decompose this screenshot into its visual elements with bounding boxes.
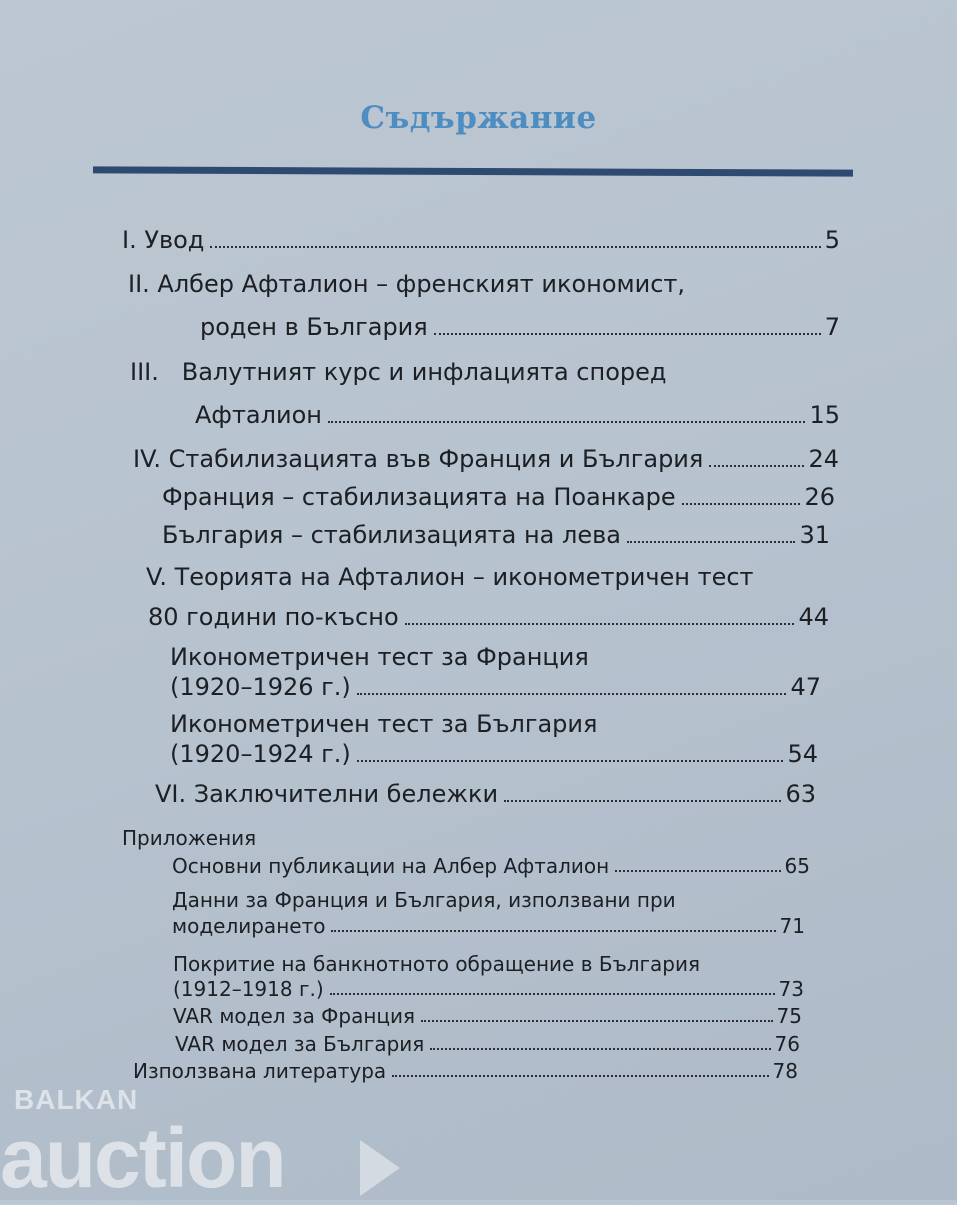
watermark-logo: auction	[0, 1111, 285, 1205]
toc-entry-title: II. Албер Афталион – френският икономист,	[128, 270, 686, 298]
dot-leader	[392, 1075, 768, 1077]
dot-leader	[421, 1020, 772, 1022]
toc-entry-title-cont: роден в България	[200, 313, 428, 341]
toc-page-number: 24	[808, 445, 839, 473]
toc-page-number: 65	[784, 854, 810, 878]
dot-leader	[709, 465, 804, 467]
toc-entry-title-cont: (1920–1926 г.)	[170, 673, 351, 701]
toc-entry-title: VAR модел за Франция	[173, 1004, 416, 1028]
toc-entry-title: Данни за Франция и България, използвани при	[172, 888, 676, 912]
dot-leader	[627, 541, 795, 543]
toc-page-number: 31	[799, 521, 830, 549]
toc-entry-title: Покритие на банкнотното обращение в България	[173, 952, 700, 976]
toc-page-number: 44	[798, 603, 829, 631]
dot-leader	[330, 993, 775, 995]
title-divider	[93, 166, 853, 176]
toc-entry-title: Основни публикации на Албер Афталион	[172, 854, 610, 878]
toc-entry-title-cont: Афталион	[195, 401, 322, 429]
toc-entry-title: Иконометричен тест за България	[170, 710, 598, 738]
dot-leader	[682, 503, 801, 505]
dot-leader	[357, 760, 784, 762]
appendices-heading: Приложения	[122, 826, 257, 850]
toc-entry-title-cont: 80 години по-късно	[148, 603, 399, 631]
toc-entry	[162, 521, 830, 549]
toc-entry-title: IV. Стабилизацията във Франция и България	[133, 445, 704, 473]
dot-leader	[434, 333, 821, 335]
toc-entry-title-cont: (1912–1918 г.)	[173, 977, 324, 1001]
toc-entry	[133, 1059, 798, 1083]
toc-entry-title-cont: (1920–1924 г.)	[170, 740, 351, 768]
toc-entry	[155, 780, 816, 808]
watermark-play-icon	[360, 1140, 400, 1196]
toc-entry	[172, 854, 810, 878]
dot-leader	[615, 870, 780, 872]
toc-entry	[133, 445, 839, 473]
toc-entry	[195, 401, 840, 429]
dot-leader	[405, 623, 795, 625]
toc-entry	[173, 1004, 802, 1028]
toc-page-number: 47	[790, 673, 821, 701]
toc-page-number: 15	[809, 401, 840, 429]
dot-leader	[357, 693, 787, 695]
toc-entry	[175, 1032, 800, 1056]
toc-entry	[148, 603, 829, 631]
toc-entry	[173, 977, 804, 1001]
toc-page-number: 75	[776, 1004, 802, 1028]
toc-entry	[172, 914, 805, 938]
toc-entry	[170, 740, 818, 768]
toc-entry-title: V. Теорията на Афталион – иконометричен тест	[146, 563, 754, 591]
toc-page-number: 71	[779, 914, 805, 938]
dot-leader	[504, 800, 781, 802]
toc-entry	[200, 313, 840, 341]
toc-page-number: 78	[772, 1059, 798, 1083]
dot-leader	[331, 930, 775, 932]
toc-entry	[122, 226, 840, 254]
dot-leader	[328, 421, 806, 423]
toc-entry-title: VAR модел за България	[175, 1032, 425, 1056]
toc-page-number: 63	[785, 780, 816, 808]
toc-entry-title: България – стабилизацията на лева	[162, 521, 621, 549]
toc-page-number: 7	[824, 313, 840, 341]
page-title: Съдържание	[360, 100, 597, 136]
toc-entry-title: VI. Заключителни бележки	[155, 780, 499, 808]
toc-entry-title: Иконометричен тест за Франция	[170, 643, 589, 671]
toc-entry	[170, 673, 821, 701]
watermark-logo: BALKAN	[14, 1084, 139, 1115]
toc-entry	[162, 483, 835, 511]
dot-leader	[430, 1048, 770, 1050]
toc-entry-title: I. Увод	[122, 226, 205, 254]
toc-page-number: 5	[824, 226, 840, 254]
dot-leader	[210, 246, 820, 248]
toc-page-number: 76	[774, 1032, 800, 1056]
toc-page-number: 73	[778, 977, 804, 1001]
toc-entry-title: III. Валутният курс и инфлацията според	[130, 358, 667, 386]
toc-page-number: 54	[787, 740, 818, 768]
toc-page-number: 26	[804, 483, 835, 511]
toc-entry-title-cont: моделирането	[172, 914, 326, 938]
toc-entry-title: Използвана литература	[133, 1059, 387, 1083]
toc-entry-title: Франция – стабилизацията на Поанкаре	[162, 483, 676, 511]
